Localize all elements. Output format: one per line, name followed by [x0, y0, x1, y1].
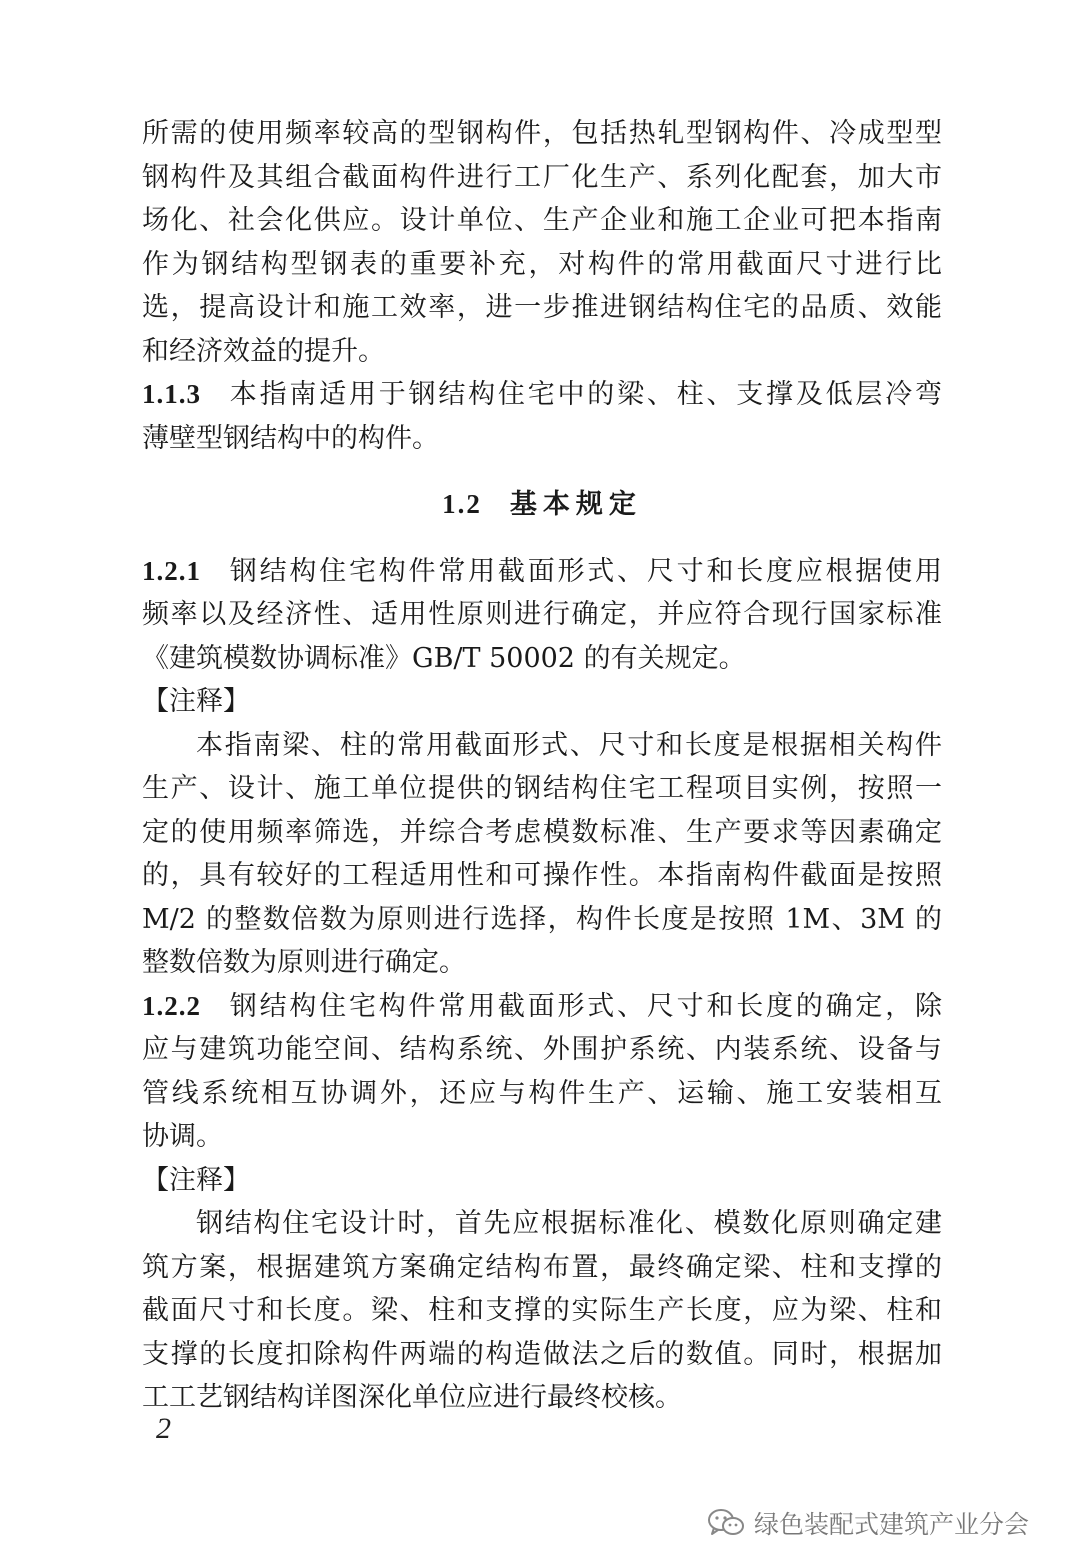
- clause-first-line: [142, 985, 942, 1029]
- text-line: 钢结构住宅构件常用截面形式、尺寸和长度应根据使用: [227, 555, 942, 587]
- text-line: 《建筑模数协调标准》GB/T 50002 的有关规定。: [142, 642, 746, 674]
- note-line: 生产、设计、施工单位提供的钢结构住宅工程项目实例，按照一: [142, 773, 942, 804]
- clause-first-line: [142, 373, 942, 417]
- note-line: 截面尺寸和长度。梁、柱和支撑的实际生产长度，应为梁、柱和: [142, 1295, 942, 1326]
- clause-first-line: [142, 550, 942, 594]
- note-line: 筑方案，根据建筑方案确定结构布置，最终确定梁、柱和支撑的: [142, 1251, 942, 1283]
- clause-1-2-2: [142, 985, 942, 1420]
- note-label: 【注释】: [142, 1164, 250, 1196]
- page-number: 2: [156, 1412, 171, 1445]
- text-line: 协调。: [142, 1121, 223, 1152]
- text-line: 钢构件及其组合截面构件进行工厂化生产、系列化配套，加大市: [142, 161, 942, 193]
- clause-1-2-1: [142, 550, 942, 985]
- note-line: 定的使用频率筛选，并综合考虑模数标准、生产要求等因素确定: [142, 816, 942, 848]
- section-heading: [142, 483, 942, 527]
- text-line: 场化、社会化供应。设计单位、生产企业和施工企业可把本指南: [142, 205, 942, 236]
- clause-1-1-3: [142, 373, 942, 460]
- text-line: 应与建筑功能空间、结构系统、外围护系统、内装系统、设备与: [142, 1034, 942, 1065]
- text-line: 本指南适用于钢结构住宅中的梁、柱、支撑及低层冷弯: [227, 379, 942, 410]
- note-line: 钢结构住宅设计时，首先应根据标准化、模数化原则确定建: [196, 1208, 942, 1239]
- text-line: 和经济效益的提升。: [142, 335, 385, 367]
- text-line: 钢结构住宅构件常用截面形式、尺寸和长度的确定，除: [227, 990, 942, 1022]
- section-number: 1.2: [442, 489, 482, 519]
- text-line: 频率以及经济性、适用性原则进行确定，并应符合现行国家标准: [142, 599, 942, 630]
- text-line: 所需的使用频率较高的型钢构件，包括热轧型钢构件、冷成型型: [142, 118, 942, 149]
- text-line: 选，提高设计和施工效率，进一步推进钢结构住宅的品质、效能: [142, 292, 942, 323]
- note-line: 支撑的长度扣除构件两端的构造做法之后的数值。同时，根据加: [142, 1338, 942, 1370]
- paragraph-intro: [142, 112, 942, 373]
- clause-number: 1.2.2: [142, 990, 201, 1021]
- note-line: 工工艺钢结构详图深化单位应进行最终校核。: [142, 1382, 682, 1413]
- text-line: 薄壁型钢结构中的构件。: [142, 422, 439, 454]
- document-page: [142, 112, 942, 1420]
- note-label: 【注释】: [142, 686, 250, 717]
- note-line: M/2 的整数倍数为原则进行选择，构件长度是按照 1M、3M 的: [142, 903, 942, 935]
- wechat-icon: [706, 1507, 746, 1539]
- text-line: 管线系统相互协调外，还应与构件生产、运输、施工安装相互: [142, 1077, 942, 1109]
- note-line: 整数倍数为原则进行确定。: [142, 947, 466, 978]
- watermark: [706, 1503, 1029, 1543]
- watermark-text: 绿色装配式建筑产业分会: [754, 1510, 1030, 1539]
- note-line: 的，具有较好的工程适用性和可操作性。本指南构件截面是按照: [142, 860, 942, 891]
- text-line: 作为钢结构型钢表的重要补充，对构件的常用截面尺寸进行比: [142, 248, 942, 280]
- note-line: 本指南梁、柱的常用截面形式、尺寸和长度是根据相关构件: [196, 729, 942, 761]
- section-title-text: 基本规定: [509, 489, 642, 520]
- clause-number: 1.1.3: [142, 379, 201, 409]
- clause-number: 1.2.1: [142, 555, 201, 586]
